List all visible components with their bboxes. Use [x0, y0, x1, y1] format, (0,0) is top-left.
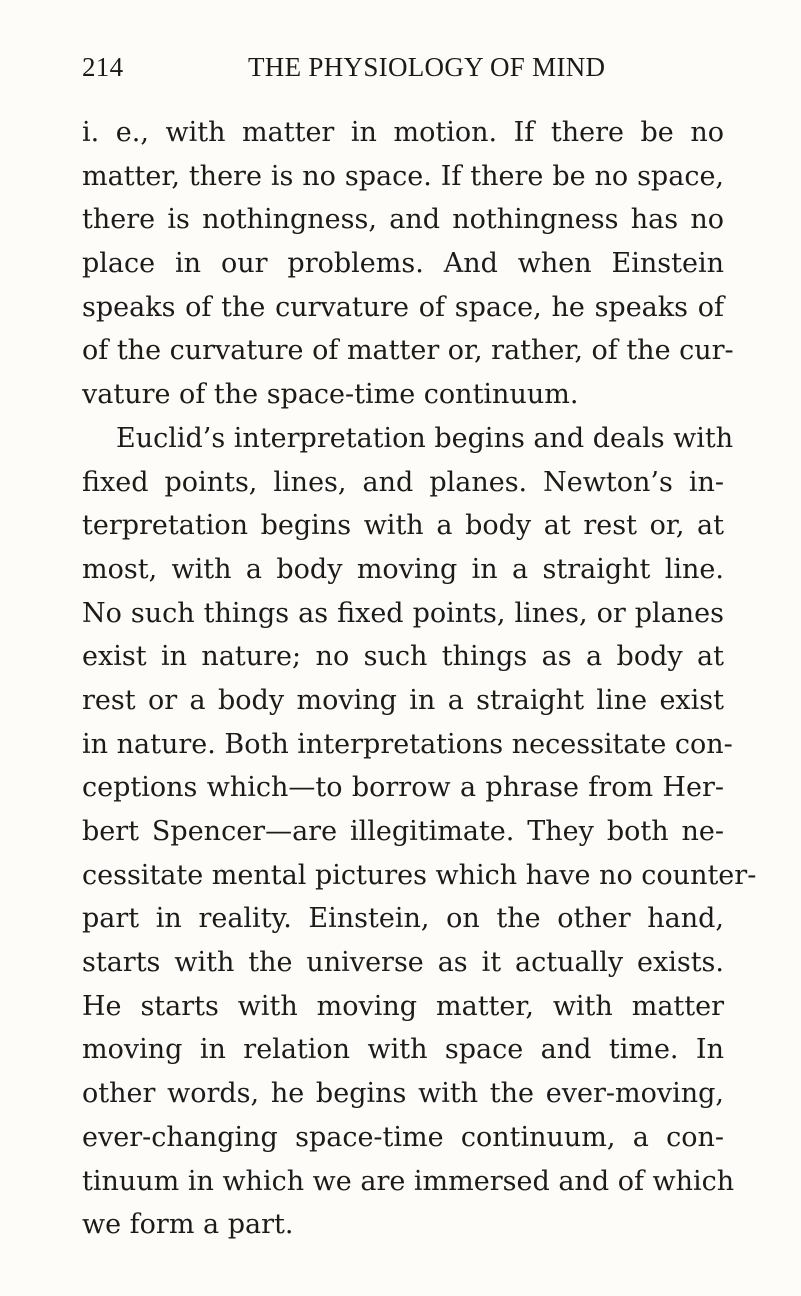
text-line: He starts with moving matter, with matter: [82, 990, 724, 1022]
text-line: of the curvature of matter or, rather, of the cur-: [82, 335, 734, 367]
text-line: speaks of the curvature of space, he speaks of: [82, 291, 724, 323]
text-line: i. e., with matter in motion. If there be no: [82, 117, 724, 148]
text-line: rest or a body moving in a straight line exist: [82, 684, 724, 716]
body-text: [82, 111, 757, 1247]
text-line: vature of the space-time continuum.: [82, 379, 579, 411]
text-line: other words, he begins with the ever-moving,: [82, 1078, 724, 1110]
running-title: THE PHYSIOLOGY OF MIND: [248, 52, 606, 82]
text-line: exist in nature; no such things as a body at: [82, 641, 724, 673]
text-line: place in our problems. And when Einstein: [82, 248, 724, 280]
text-line: starts with the universe as it actually exists.: [82, 947, 724, 979]
paragraph-start-line: Euclid’s interpretation begins and deals with: [116, 422, 734, 454]
text-line: in nature. Both interpretations necessitate con-: [82, 728, 733, 760]
text-line: matter, there is no space. If there be no space,: [82, 160, 724, 192]
text-line: we form a part.: [82, 1209, 294, 1241]
text-line: ever-changing space-time continuum, a con-: [82, 1121, 724, 1153]
text-line: part in reality. Einstein, on the other hand,: [82, 903, 724, 935]
text-line: terpretation begins with a body at rest or, at: [82, 510, 724, 542]
running-head: [82, 52, 725, 92]
text-line: No such things as fixed points, lines, or planes: [82, 597, 724, 629]
text-line: tinuum in which we are immersed and of which: [82, 1165, 735, 1197]
text-line: cessitate mental pictures which have no counter-: [82, 859, 757, 891]
page-number: 214: [82, 52, 124, 82]
text-line: moving in relation with space and time. In: [82, 1034, 724, 1066]
text-line: there is nothingness, and nothingness has no: [82, 204, 724, 236]
text-line: most, with a body moving in a straight line.: [82, 553, 724, 585]
text-line: fixed points, lines, and planes. Newton’s in-: [82, 466, 724, 498]
text-line: bert Spencer—are illegitimate. They both ne-: [82, 816, 724, 847]
text-line: ceptions which—to borrow a phrase from Her-: [82, 772, 724, 804]
